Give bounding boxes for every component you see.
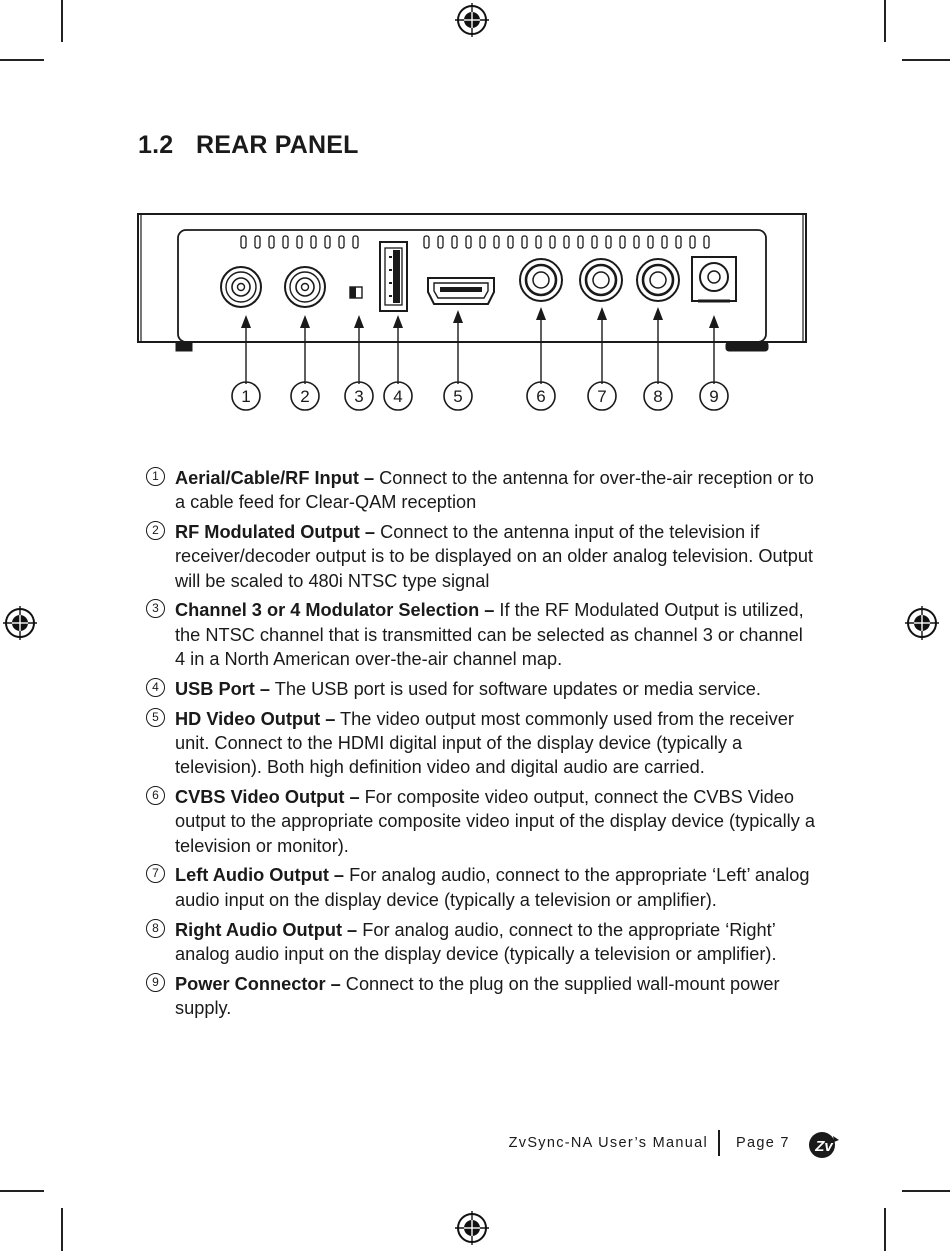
callout-number: 8 xyxy=(653,387,663,406)
registration-mark-left xyxy=(3,606,37,640)
rf-modulated-output-connector xyxy=(285,267,325,307)
crop-mark xyxy=(61,0,63,42)
item-term: Right Audio Output – xyxy=(175,919,358,940)
item-term: RF Modulated Output – xyxy=(175,522,376,543)
item-description: The video output most commonly used from the receiver unit. Connect to the HDMI digital input of the display device (typically a television). Both high definition video and digital audio are carried. xyxy=(175,708,794,778)
callout-number: 4 xyxy=(393,387,403,406)
footer-divider xyxy=(718,1130,720,1156)
item-description: Connect to the antenna for over-the-air reception or to a cable feed for Clear-QAM reception xyxy=(175,468,814,513)
item-description: Connect to the plug on the supplied wall-mount power supply. xyxy=(175,973,780,1018)
crop-mark xyxy=(902,59,950,61)
item-marker: 8 xyxy=(146,919,165,938)
item-term: USB Port – xyxy=(175,678,270,699)
list-item xyxy=(146,677,816,701)
item-term: Power Connector – xyxy=(175,973,341,994)
item-description: For analog audio, connect to the appropriate ‘Right’ analog audio input on the display device (typically a television or amplifier). xyxy=(175,919,777,964)
item-term: CVBS Video Output – xyxy=(175,787,360,808)
rear-panel-diagram xyxy=(136,212,808,444)
usb-port-connector xyxy=(380,242,407,311)
item-term: Channel 3 or 4 Modulator Selection – xyxy=(175,600,495,621)
page-number: Page 7 xyxy=(736,1135,790,1151)
crop-mark xyxy=(884,1208,886,1251)
list-item xyxy=(146,598,816,671)
item-term: HD Video Output – xyxy=(175,708,336,729)
left-audio-output-connector xyxy=(580,259,622,301)
power-connector xyxy=(692,257,736,301)
registration-mark-right xyxy=(905,606,939,640)
item-marker: 7 xyxy=(146,864,165,883)
callout-number: 6 xyxy=(536,387,546,406)
list-item xyxy=(146,972,816,1021)
channel-selector-switch xyxy=(350,287,362,298)
item-marker: 4 xyxy=(146,678,165,697)
list-item xyxy=(146,863,816,912)
crop-mark xyxy=(902,1190,950,1192)
item-marker: 5 xyxy=(146,708,165,727)
section-number: 1.2 xyxy=(138,131,174,159)
crop-mark xyxy=(0,59,44,61)
item-marker: 1 xyxy=(146,467,165,486)
list-item xyxy=(146,466,816,515)
item-description: For analog audio, connect to the appropriate ‘Left’ analog audio input on the display device (typically a television or amplifier). xyxy=(175,865,810,910)
page-footer xyxy=(0,1130,950,1160)
item-description: For composite video output, connect the CVBS Video output to the appropriate composite video input of the display device (typically a television or monitor). xyxy=(175,787,815,856)
cvbs-video-output-connector xyxy=(520,259,562,301)
registration-mark-top xyxy=(455,3,489,37)
callout-number: 5 xyxy=(453,387,463,406)
hdmi-output-connector xyxy=(428,278,494,304)
right-audio-output-connector xyxy=(637,259,679,301)
zv-logo-text: Zv xyxy=(815,1138,833,1155)
section-title: REAR PANEL xyxy=(196,131,359,159)
item-description: Connect to the antenna input of the television if receiver/decoder output is to be displayed on an older analog television. Output will be scaled to 480i NTSC type signal xyxy=(175,522,813,591)
list-item xyxy=(146,785,816,858)
callout-number: 9 xyxy=(709,387,719,406)
item-description: The USB port is used for software updates or media service. xyxy=(270,678,761,699)
callout-number: 2 xyxy=(300,387,310,406)
item-term: Aerial/Cable/RF Input – xyxy=(175,468,375,488)
item-marker: 6 xyxy=(146,786,165,805)
list-item xyxy=(146,918,816,967)
crop-mark xyxy=(0,1190,44,1192)
item-marker: 2 xyxy=(146,521,165,540)
crop-mark xyxy=(884,0,886,42)
aerial-rf-input-connector xyxy=(221,267,261,307)
item-term: Left Audio Output – xyxy=(175,865,345,886)
list-item xyxy=(146,520,816,593)
item-description: If the RF Modulated Output is utilized, the NTSC channel that is transmitted can be selected as channel 3 or channel 4 in a North American over-the-air channel map. xyxy=(175,600,804,670)
connector-description-list xyxy=(146,466,816,1026)
section-heading xyxy=(138,131,359,160)
vent-slots xyxy=(241,236,709,248)
callout-leaders xyxy=(241,307,719,384)
callout-number: 7 xyxy=(597,387,607,406)
zv-logo-icon xyxy=(808,1130,840,1160)
item-marker: 9 xyxy=(146,973,165,992)
manual-title: ZvSync-NA User’s Manual xyxy=(508,1135,708,1151)
crop-mark xyxy=(61,1208,63,1251)
registration-mark-bottom xyxy=(455,1211,489,1245)
item-marker: 3 xyxy=(146,599,165,618)
callout-number: 3 xyxy=(354,387,364,406)
callout-number: 1 xyxy=(241,387,251,406)
list-item xyxy=(146,707,816,780)
